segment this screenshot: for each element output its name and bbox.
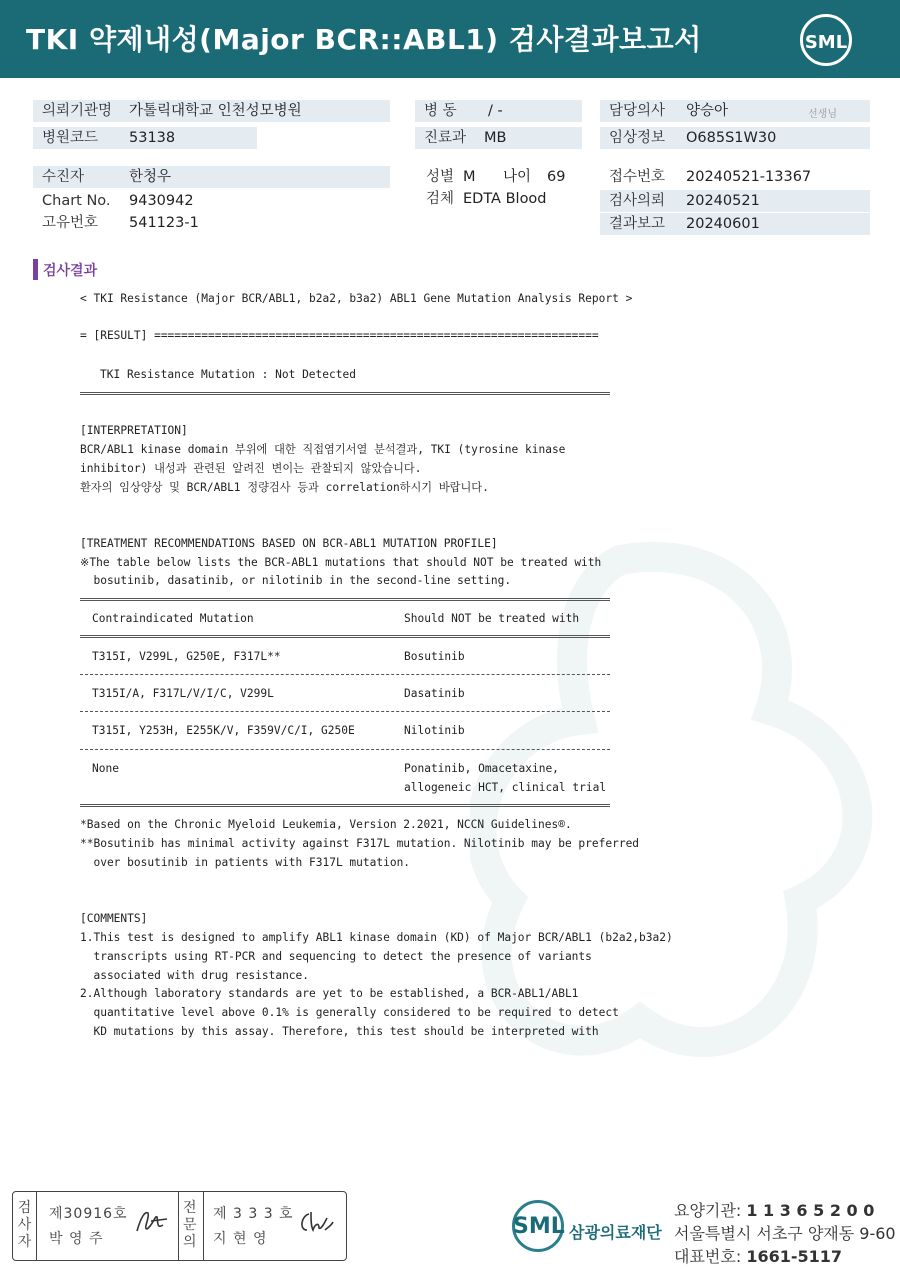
- examiner-label: [13, 1192, 37, 1260]
- phone-label: 대표번호:: [674, 1247, 742, 1266]
- ward-field: [415, 100, 582, 122]
- treatment-header: [TREATMENT RECOMMENDATIONS BASED ON BCR-ABL1 MUTATION PROFILE]: [80, 537, 498, 550]
- specialist-label-cell: [178, 1192, 204, 1260]
- col-drug-header: Should NOT be treated with: [404, 612, 580, 625]
- doctor-suffix: 선생님: [808, 109, 837, 120]
- hospital-code-label: 병원코드: [42, 130, 99, 146]
- row-drug: Bosutinib: [404, 650, 465, 663]
- specimen-label: 검체: [426, 191, 455, 207]
- row-mutation: T315I, Y253H, E255K/V, F359V/C/I, G250E: [92, 724, 355, 737]
- chart-value: 9430942: [129, 193, 194, 209]
- comments-header: [COMMENTS]: [80, 912, 148, 925]
- comment-2-line-2: quantitative level above 0.1% is generally considered to be required to detect: [80, 1006, 619, 1019]
- hospital-label: 의뢰기관명: [42, 103, 113, 119]
- result-header: = [RESULT] ==================================================================: [80, 329, 599, 342]
- specialist-license: 제 3 3 3 호: [213, 1206, 294, 1222]
- patient-label: 수진자: [42, 169, 85, 185]
- table-bottom-rule: [80, 804, 610, 807]
- phone: [674, 1244, 842, 1267]
- doctor-label: 담당의사: [609, 103, 666, 119]
- specimen-value: EDTA Blood: [463, 191, 547, 207]
- examiner-label-text: 검사자: [17, 1200, 32, 1250]
- section-marker: [33, 259, 38, 280]
- specialist-signature: [295, 1208, 335, 1238]
- ward-value: / -: [488, 103, 503, 119]
- col-mutation-header: Contraindicated Mutation: [92, 612, 254, 625]
- row-drug: Dasatinib: [404, 687, 465, 700]
- report-header: [0, 0, 900, 78]
- request-value: 20240521: [686, 193, 760, 209]
- table-top-rule: [80, 598, 610, 601]
- examiner-license: 제30916호: [49, 1206, 128, 1222]
- examiner-name: 박 영 주: [49, 1231, 104, 1247]
- foundation-name: 삼광의료재단: [569, 1223, 662, 1242]
- hospital-code-field: [33, 127, 257, 149]
- patient-value: 한청우: [129, 169, 172, 185]
- unique-label: 고유번호: [42, 215, 99, 231]
- clinical-label: 임상정보: [609, 130, 666, 146]
- receipt-field: [600, 166, 870, 188]
- report-date-field: [600, 213, 870, 235]
- report-date-label: 결과보고: [609, 216, 666, 232]
- interpretation-header: [INTERPRETATION]: [80, 424, 188, 437]
- request-field: [600, 190, 870, 212]
- interpretation-line-3: 환자의 임상양상 및 BCR/ABL1 정량검사 등과 correlation하시기 바랍니다.: [80, 481, 489, 494]
- age-label: 나이: [503, 169, 532, 185]
- hospital-code-value: 53138: [129, 130, 176, 146]
- specialist-label-text: 전문의: [183, 1200, 197, 1250]
- sml-logo: SML: [800, 14, 852, 66]
- institution-code-value: 1 1 3 6 5 2 0 0: [746, 1201, 875, 1220]
- comment-1-line-1: 1.This test is designed to amplify ABL1 kinase domain (KD) of Major BCR/ABL1 (b2a2,b3a2): [80, 931, 673, 944]
- row-drug-continued: allogeneic HCT, clinical trial: [404, 781, 607, 794]
- specimen-field: [417, 188, 597, 210]
- result-divider: [80, 392, 610, 395]
- note-line-2: **Bosutinib has minimal activity against F317L mutation. Nilotinib may be preferred: [80, 837, 640, 850]
- sex-age-field: [417, 166, 597, 188]
- row-drug: Ponatinib, Omacetaxine,: [404, 762, 559, 775]
- dept-label: 진료과: [424, 130, 467, 146]
- treatment-line-2: bosutinib, dasatinib, or nilotinib in the second-line setting.: [80, 574, 512, 587]
- row-mutation: None: [92, 762, 119, 775]
- comment-2-line-1: 2.Although laboratory standards are yet to be established, a BCR-ABL1/ABL1: [80, 987, 579, 1000]
- report-title-line: < TKI Resistance (Major BCR/ABL1, b2a2, b3a2) ABL1 Gene Mutation Analysis Report >: [80, 292, 633, 305]
- phone-value: 1661-5117: [746, 1247, 843, 1266]
- row-mutation: T315I, V299L, G250E, F317L**: [92, 650, 281, 663]
- address: 서울특별시 서초구 양재동 9-60: [674, 1224, 896, 1243]
- ward-label: 병 동: [424, 103, 457, 119]
- table-row-rule: [80, 749, 610, 750]
- footer-logo: SML: [513, 1214, 565, 1239]
- dept-field: [415, 127, 582, 149]
- report-title: TKI 약제내성(Major BCR::ABL1) 검사결과보고서: [26, 23, 702, 56]
- clinical-field: [600, 127, 870, 149]
- comment-2-line-3: KD mutations by this assay. Therefore, this test should be interpreted with: [80, 1025, 599, 1038]
- doctor-value: 양승아: [686, 103, 729, 119]
- signature-box: [12, 1191, 347, 1261]
- hospital-value: 가톨릭대학교 인천성모병원: [129, 103, 302, 119]
- sex-label: 성별: [426, 169, 455, 185]
- receipt-label: 접수번호: [609, 169, 666, 185]
- chart-label: Chart No.: [42, 193, 111, 209]
- interpretation-line-2: inhibitor) 내성과 관련된 알려진 변이는 관찰되지 않았습니다.: [80, 462, 422, 475]
- table-row-rule: [80, 711, 610, 712]
- institution-code-label: 요양기관:: [674, 1201, 742, 1220]
- interpretation-line-1: BCR/ABL1 kinase domain 부위에 대한 직접염기서열 분석결과, TKI (tyrosine kinase: [80, 443, 566, 456]
- specialist-name: 지 현 영: [213, 1231, 268, 1247]
- doctor-field: [600, 100, 870, 122]
- result-line: TKI Resistance Mutation : Not Detected: [100, 368, 356, 381]
- sex-value: M: [463, 169, 476, 185]
- comment-1-line-2: transcripts using RT-PCR and sequencing to detect the presence of variants: [80, 950, 592, 963]
- treatment-line-1: ※The table below lists the BCR-ABL1 mutations that should NOT be treated with: [80, 556, 602, 569]
- note-line-1: *Based on the Chronic Myeloid Leukemia, Version 2.2021, NCCN Guidelines®.: [80, 818, 572, 831]
- note-line-3: over bosutinib in patients with F317L mutation.: [80, 856, 411, 869]
- unique-value: 541123-1: [129, 215, 199, 231]
- age-value: 69: [547, 169, 566, 185]
- examiner-signature: [133, 1207, 169, 1237]
- dept-value: MB: [484, 130, 507, 146]
- institution-code: [674, 1198, 874, 1221]
- request-label: 검사의뢰: [609, 193, 666, 209]
- comment-1-line-3: associated with drug resistance.: [80, 969, 310, 982]
- table-row-rule: [80, 674, 610, 675]
- report-date-value: 20240601: [686, 216, 760, 232]
- receipt-value: 20240521-13367: [686, 169, 812, 185]
- table-header-rule: [80, 635, 610, 638]
- row-drug: Nilotinib: [404, 724, 465, 737]
- section-title: 검사결과: [43, 263, 98, 279]
- row-mutation: T315I/A, F317L/V/I/C, V299L: [92, 687, 274, 700]
- clinical-value: O685S1W30: [686, 130, 777, 146]
